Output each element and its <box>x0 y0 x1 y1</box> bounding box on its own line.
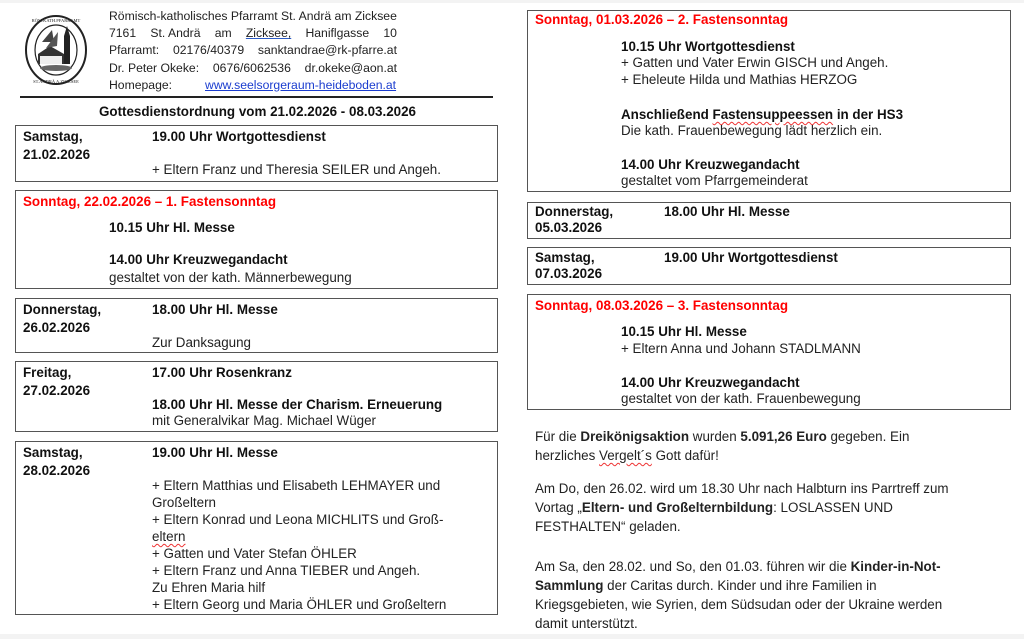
intention-line: + Gatten und Vater Stefan ÖHLER <box>152 546 357 561</box>
service-note: mit Generalvikar Mag. Michael Wüger <box>152 413 376 428</box>
intentions-list <box>152 477 491 613</box>
day-label: Samstag, 21.02.2026 <box>23 129 91 162</box>
service-title: 10.15 Uhr Hl. Messe <box>109 220 235 235</box>
notice-elternbildung: Am Do, den 26.02. wird um 18.30 Uhr nach Halbturn ins Parrtreff zum Vortag „Eltern- und Großelternbildung: LOSLASSEN UND FESTHALTEN“ geladen. <box>535 481 949 534</box>
sunday-heading: Sonntag, 01.03.2026 – 2. Fastensonntag <box>535 12 789 27</box>
day-label: Freitag, 27.02.2026 <box>23 365 91 398</box>
day-label: Donnerstag, 05.03.2026 <box>535 204 614 235</box>
intention-line: + Eltern Konrad und Leona MICHLITS und Groß- <box>152 512 444 527</box>
intention-line: + Eltern Franz und Anna TIEBER und Angeh. <box>152 563 421 578</box>
service-title: 17.00 Uhr Rosenkranz <box>152 365 292 380</box>
service-title: 18.00 Uhr Hl. Messe <box>664 204 790 219</box>
sunday-heading: Sonntag, 22.02.2026 – 1. Fastensonntag <box>23 194 277 209</box>
postal-code: 7161 <box>109 26 137 41</box>
service-note: gestaltet von der kath. Frauenbewegung <box>621 391 861 406</box>
service-note: Zur Danksagung <box>152 335 251 350</box>
service-box-sat-21-02 <box>15 125 498 182</box>
header-rule <box>20 96 493 98</box>
service-note: gestaltet von der kath. Männerbewegung <box>109 270 352 285</box>
service-note: gestaltet vom Pfarrgemeinderat <box>621 173 808 188</box>
office-email: sanktandrae@rk-pfarre.at <box>257 43 397 58</box>
office-label: Pfarramt: <box>109 43 160 58</box>
intention-line: eltern <box>152 529 186 544</box>
house-number: 10 <box>383 26 397 41</box>
priest-phone: 0676/6062536 <box>212 60 291 75</box>
street: Haniflgasse <box>305 26 370 41</box>
service-title: 14.00 Uhr Kreuzwegandacht <box>109 252 288 267</box>
notice-dreikoenigsaktion: Für die Dreikönigsaktion wurden 5.091,26 Euro gegeben. Ein herzliches Vergelt´s Gott dafür! <box>535 429 910 463</box>
town: St. Andrä <box>150 26 201 41</box>
service-title: 19.00 Uhr Hl. Messe <box>152 445 278 460</box>
sunday-heading: Sonntag, 08.03.2026 – 3. Fastensonntag <box>535 298 789 313</box>
notice-kinder-in-not: Am Sa, den 28.02. und So, den 01.03. führen wir die Kinder-in-Not- Sammlung der Caritas durch. Kinder und ihre Familien in Kriegsgebieten, wie Syrien, dem Südsudan oder der Ukraine werden damit unterstützt. <box>535 559 943 631</box>
bottom-strip <box>0 634 1024 639</box>
priest-contact <box>109 60 397 77</box>
parish-name: Römisch-katholisches Pfarramt St. Andrä am Zicksee <box>109 9 397 23</box>
service-box-thu-05-03 <box>527 202 1011 239</box>
service-title: 19.00 Uhr Wortgottesdienst <box>152 129 326 144</box>
service-title: 19.00 Uhr Wortgottesdienst <box>664 250 838 265</box>
service-box-sat-07-03 <box>527 247 1011 285</box>
service-box-fri-27-02 <box>15 361 498 432</box>
service-title: 10.15 Uhr Hl. Messe <box>621 324 747 339</box>
service-note: + Eltern Anna und Johann STADLMANN <box>621 341 861 356</box>
town-am: am <box>214 26 232 41</box>
service-title: 18.00 Uhr Hl. Messe der Charism. Erneuerung <box>152 397 443 412</box>
intention-line: Großeltern <box>152 495 216 510</box>
service-title: 10.15 Uhr Wortgottesdienst <box>621 39 795 54</box>
day-label: Donnerstag, 26.02.2026 <box>23 302 102 335</box>
service-title: 14.00 Uhr Kreuzwegandacht <box>621 375 800 390</box>
homepage-label: Homepage: <box>109 77 173 92</box>
parish-address-block <box>109 8 397 94</box>
page-title: Gottesdienstordnung vom 21.02.2026 - 08.03.2026 <box>98 104 417 119</box>
service-title: 18.00 Uhr Hl. Messe <box>152 302 278 317</box>
top-strip <box>0 0 1024 3</box>
parish-office-contact <box>109 42 397 59</box>
day-label: Samstag, 28.02.2026 <box>23 445 91 478</box>
service-box-thu-26-02 <box>15 298 498 353</box>
service-note: + Eltern Franz und Theresia SEILER und Angeh. <box>152 162 441 177</box>
town-zicksee: Zicksee, <box>245 26 292 41</box>
service-note: + Gatten und Vater Erwin GISCH und Angeh. <box>621 55 889 70</box>
homepage-link[interactable]: www.seelsorgeraum-heideboden.at <box>205 77 397 92</box>
service-box-sun-08-03 <box>527 294 1011 410</box>
intention-line: Zu Ehren Maria hilf <box>152 580 266 595</box>
intention-line: + Eltern Georg und Maria ÖHLER und Großeltern <box>152 597 447 612</box>
service-box-sun-01-03 <box>527 10 1011 192</box>
parish-seal-logo <box>24 14 88 86</box>
svg-text:ST.ANDRÄ A.ZICKSEE: ST.ANDRÄ A.ZICKSEE <box>33 79 79 84</box>
service-box-sun-22-02 <box>15 190 498 289</box>
homepage-line <box>109 77 397 94</box>
service-box-sat-28-02 <box>15 441 498 615</box>
service-title: 14.00 Uhr Kreuzwegandacht <box>621 157 800 172</box>
day-label: Samstag, 07.03.2026 <box>535 250 603 281</box>
svg-text:RÖM.KATH.PFARRAMT: RÖM.KATH.PFARRAMT <box>31 18 81 23</box>
intention-line: + Eltern Matthias und Elisabeth LEHMAYER und <box>152 478 441 493</box>
event-note: Die kath. Frauenbewegung lädt herzlich ein. <box>621 123 883 138</box>
parish-address <box>109 25 397 42</box>
priest-label: Dr. Peter Okeke: <box>109 60 200 75</box>
office-phone: 02176/40379 <box>172 43 245 58</box>
event-title: Anschließend Fastensuppeessen in der HS3 <box>621 107 904 122</box>
priest-email: dr.okeke@aon.at <box>304 60 397 75</box>
service-note: + Eheleute Hilda und Mathias HERZOG <box>621 72 858 87</box>
